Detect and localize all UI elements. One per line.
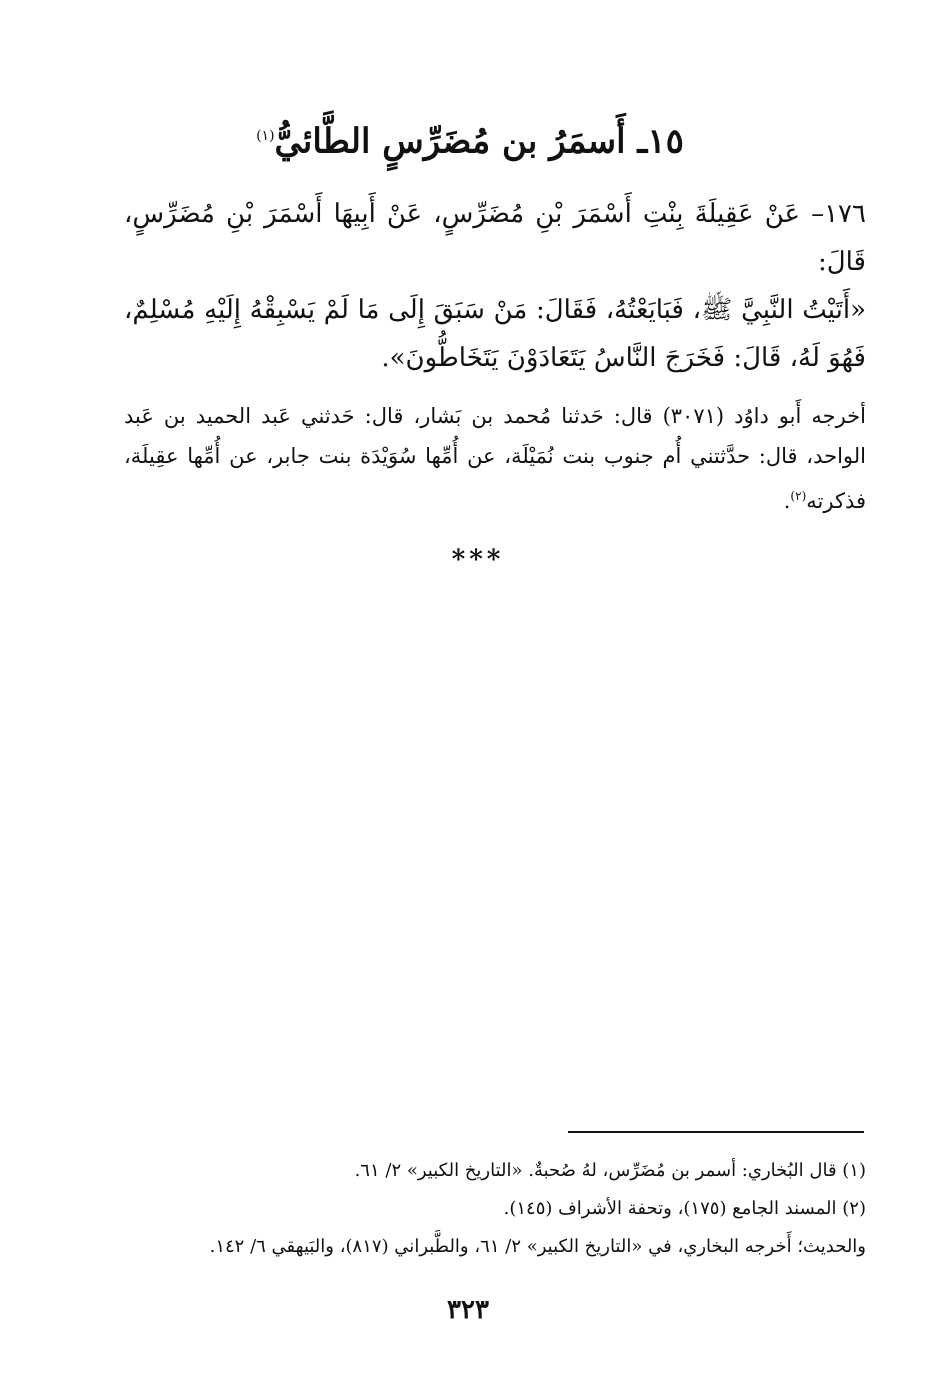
hadith-matn: «أَتَيْتُ النَّبِيَّ ﷺ، فَبَايَعْتُهُ، فَقَالَ: مَنْ سَبَقَ إِلَى مَا لَمْ يَسْبِقْهُ إِلَيْهِ مُسْلِمٌ، فَهُوَ لَهُ، قَالَ: فَخَرَجَ النَّاسُ يَتَعَادَوْنَ يَتَخَاطُّونَ». <box>124 295 866 373</box>
footnote-divider <box>568 1131 864 1133</box>
footnotes <box>124 1152 866 1266</box>
footnote-2-continuation: والحديث؛ أَخرجه البخاري، في «التاريخ الكبير» ٢/ ٦١، والطَّبراني (٨١٧)، والبَيهقي ٦/ ١٤٢. <box>209 1236 866 1257</box>
hadith-isnad: ١٧٦– عَنْ عَقِيلَةَ بِنْتِ أَسْمَرَ بْنِ مُضَرِّسٍ، عَنْ أَبِيهَا أَسْمَرَ بْنِ مُضَرِّسٍ، قَالَ: <box>124 199 866 277</box>
footnote-2: (٢) المسند الجامع (١٧٥)، وتحفة الأشراف (١٤٥). <box>503 1198 866 1219</box>
takhrij-footnote-marker: (٢) <box>790 489 807 503</box>
takhrij-paragraph <box>124 396 866 521</box>
takhrij-end: . <box>783 489 791 513</box>
chapter-title <box>120 108 820 169</box>
takhrij-text: أخرجه أَبو داوُد (٣٠٧١) قال: حَدثنا مُحمد بن بَشار، قال: حَدثني عَبد الحميد بن عَبد الواحد، قال: حدَّثتني أُم جنوب بنت نُمَيْلَة، عن أُمِّها سُوَيْدَة بنت جابر، عن أُمِّها عقِيلَة، فذكرته <box>124 404 866 513</box>
footnote-1: (١) قال البُخاري: أسمر بن مُضَرِّس، لهُ صُحبةٌ. «التاريخ الكبير» ٢/ ٦١. <box>354 1160 866 1181</box>
chapter-footnote-marker: (١) <box>256 128 275 144</box>
section-separator: *** <box>451 545 505 575</box>
page-number: ٣٢٣ <box>447 1295 489 1325</box>
chapter-title-text: ١٥ـ أَسمَرُ بن مُضَرِّسٍ الطَّائيُّ <box>274 121 684 162</box>
